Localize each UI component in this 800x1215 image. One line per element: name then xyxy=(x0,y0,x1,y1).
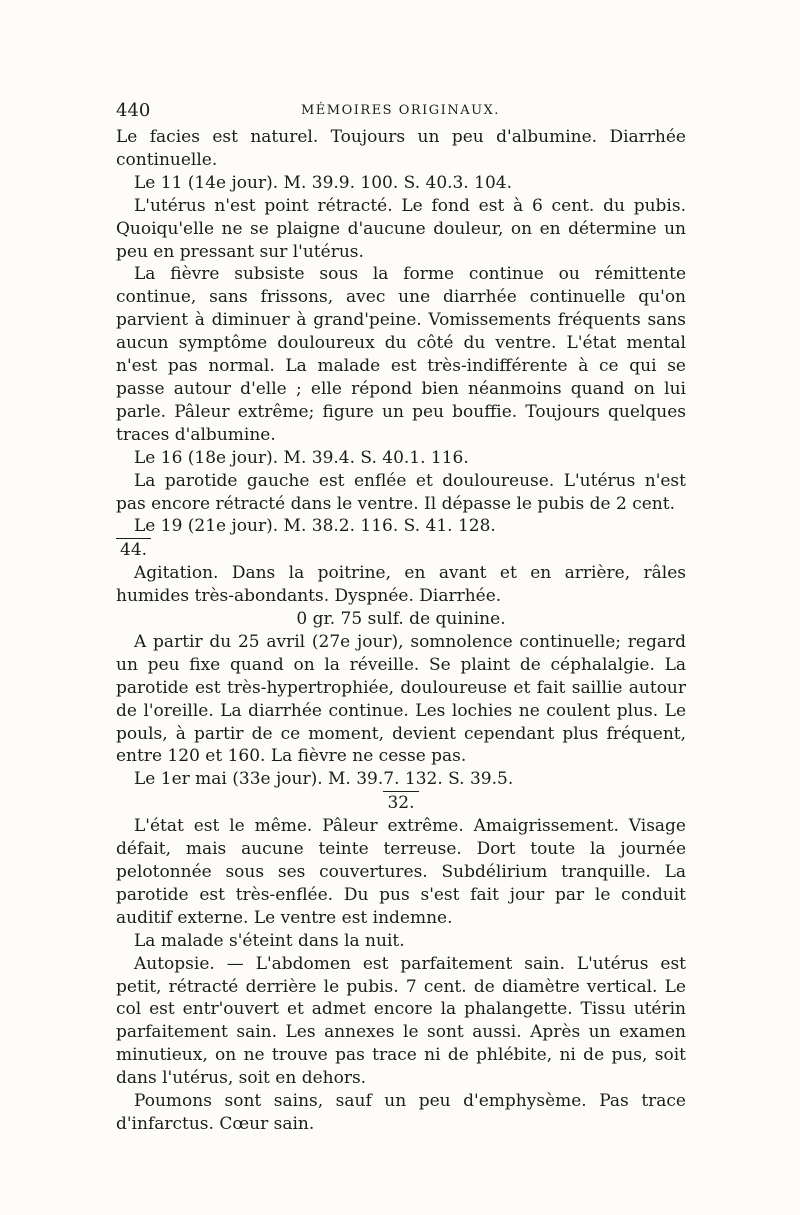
autopsy-paragraph: Autopsie. — L'abdomen est parfaitement sain. L'utérus est petit, rétracté derrière le pubis. 7 cent. de diamètre vertical. Le col est entr'ouvert et admet encore la phalangette. Tissu utérin parfaitement sain. Les annexes le sont aussi. Après un examen minutieux, on ne trouve pas trace ni de phlébite, ni de pus, soit dans l'utérus, soit en dehors. xyxy=(116,953,686,1089)
daily-record: Le 11 (14e jour). M. 39.9. 100. S. 40.3. 104. xyxy=(134,172,513,193)
page-number: 440 xyxy=(116,100,151,121)
page-header xyxy=(116,100,686,124)
paragraph: Poumons sont sains, sauf un peu d'emphysème. Pas trace d'infarctus. Cœur sain. xyxy=(116,1091,686,1134)
fraction-number: 44. xyxy=(116,538,151,562)
paragraph: La fièvre subsiste sous la forme continue ou rémittente continue, sans frissons, avec une diarrhée continuelle qu'on parvient à diminuer à grand'peine. Vomissements fréquents sans aucun symptôme douloureux du côté du ventre. L'état mental n'est pas normal. La malade est très-indifférente à ce qui se passe autour d'elle ; elle répond bien néanmoins quand on lui parle. Pâleur extrême; figure un peu bouffie. Toujours quelques traces d'albumine. xyxy=(116,264,686,445)
paragraph: Agitation. Dans la poitrine, en avant et en arrière, râles humides très-abondants. Dyspnée. Diarrhée. xyxy=(116,563,686,607)
running-head: MÉMOIRES ORIGINAUX. xyxy=(301,103,500,118)
paragraph: L'état est le même. Pâleur extrême. Amaigrissement. Visage défait, mais aucune teinte terreuse. Dort toute la journée pelotonnée sous ses couvertures. Subdélirium tranquille. La parotide est très-enflée. Du pus s'est fait jour par le conduit auditif externe. Le ventre est indemne. xyxy=(116,816,686,928)
daily-record: Le 1er mai (33e jour). M. 39.7. 132. S. 39.5. xyxy=(134,769,514,790)
body-text xyxy=(116,126,686,1136)
daily-record: Le 19 (21e jour). M. 38.2. 116. S. 41. 128. xyxy=(134,516,496,537)
paragraph: A partir du 25 avril (27e jour), somnolence continuelle; regard un peu fixe quand on la réveille. Se plaint de céphalalgie. La parotide est très-hypertrophiée, douloureuse et fait saillie autour de l'oreille. La diarrhée continue. Les lochies ne coulent plus. Le pouls, à partir de ce moment, devient cependant plus fréquent, entre 120 et 160. La fièvre ne cesse pas. xyxy=(116,631,686,767)
fraction-number: 32. xyxy=(383,791,418,815)
fraction-value xyxy=(116,538,686,562)
daily-record: Le 16 (18e jour). M. 39.4. S. 40.1. 116. xyxy=(134,447,469,468)
paragraph: La malade s'éteint dans la nuit. xyxy=(134,930,405,951)
dosage-line: 0 gr. 75 sulf. de quinine. xyxy=(296,609,506,630)
paragraph: L'utérus n'est point rétracté. Le fond est à 6 cent. du pubis. Quoiqu'elle ne se plaigne d'aucune douleur, on en détermine un peu en pressant sur l'utérus. xyxy=(116,195,686,262)
paragraph: Le facies est naturel. Toujours un peu d'albumine. Diarrhée continuelle. xyxy=(116,127,686,170)
paragraph: La parotide gauche est enflée et douloureuse. L'utérus n'est pas encore rétracté dans le ventre. Il dépasse le pubis de 2 cent. xyxy=(116,470,686,514)
fraction-value xyxy=(116,791,686,815)
